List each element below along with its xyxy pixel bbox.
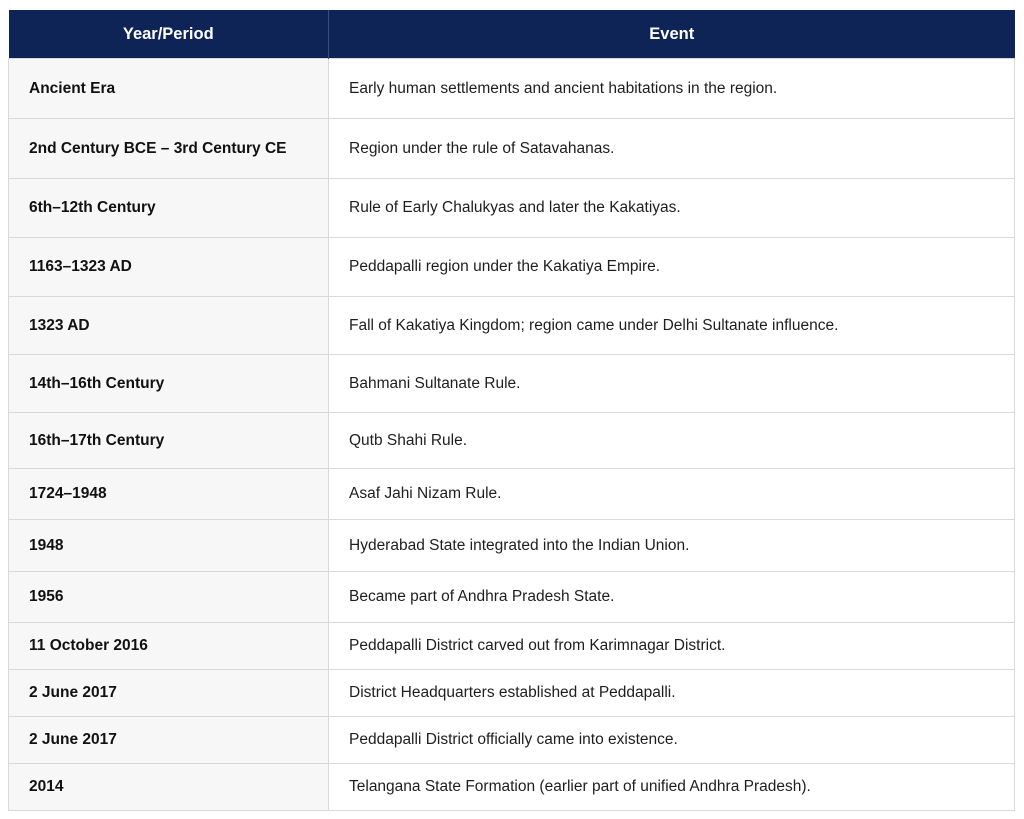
event-cell: Fall of Kakatiya Kingdom; region came under Delhi Sultanate influence.	[329, 297, 1015, 355]
year-cell: 16th–17th Century	[9, 413, 329, 469]
event-cell: Bahmani Sultanate Rule.	[329, 355, 1015, 413]
event-cell: Hyderabad State integrated into the Indian Union.	[329, 520, 1015, 572]
year-cell: 2 June 2017	[9, 717, 329, 764]
table-row	[9, 355, 1015, 413]
table-row	[9, 670, 1015, 717]
year-cell: 1724–1948	[9, 469, 329, 520]
table-row	[9, 520, 1015, 572]
year-cell: 2nd Century BCE – 3rd Century CE	[9, 119, 329, 179]
event-cell: Asaf Jahi Nizam Rule.	[329, 469, 1015, 520]
event-cell: District Headquarters established at Peddapalli.	[329, 670, 1015, 717]
year-cell: 1956	[9, 572, 329, 623]
event-cell: Peddapalli District officially came into existence.	[329, 717, 1015, 764]
table-row	[9, 764, 1015, 811]
column-header-event: Event	[329, 10, 1015, 59]
year-cell: 11 October 2016	[9, 623, 329, 670]
year-cell: 1163–1323 AD	[9, 238, 329, 297]
year-cell: 14th–16th Century	[9, 355, 329, 413]
column-header-year: Year/Period	[9, 10, 329, 59]
table-row	[9, 238, 1015, 297]
table-header	[9, 10, 1015, 59]
table-row	[9, 413, 1015, 469]
year-cell: 6th–12th Century	[9, 179, 329, 238]
table-row	[9, 717, 1015, 764]
year-cell: 1948	[9, 520, 329, 572]
year-cell: 2 June 2017	[9, 670, 329, 717]
table-row	[9, 59, 1015, 119]
event-cell: Region under the rule of Satavahanas.	[329, 119, 1015, 179]
table-body	[9, 59, 1015, 811]
year-cell: 2014	[9, 764, 329, 811]
event-cell: Peddapalli District carved out from Karimnagar District.	[329, 623, 1015, 670]
timeline-table	[8, 10, 1015, 811]
event-cell: Became part of Andhra Pradesh State.	[329, 572, 1015, 623]
table-row	[9, 623, 1015, 670]
header-row	[9, 10, 1015, 59]
table-row	[9, 297, 1015, 355]
event-cell: Early human settlements and ancient habitations in the region.	[329, 59, 1015, 119]
event-cell: Qutb Shahi Rule.	[329, 413, 1015, 469]
table-row	[9, 572, 1015, 623]
timeline-table-container	[8, 10, 1014, 811]
event-cell: Telangana State Formation (earlier part of unified Andhra Pradesh).	[329, 764, 1015, 811]
event-cell: Rule of Early Chalukyas and later the Kakatiyas.	[329, 179, 1015, 238]
table-row	[9, 469, 1015, 520]
table-row	[9, 119, 1015, 179]
event-cell: Peddapalli region under the Kakatiya Empire.	[329, 238, 1015, 297]
table-row	[9, 179, 1015, 238]
year-cell: 1323 AD	[9, 297, 329, 355]
year-cell: Ancient Era	[9, 59, 329, 119]
